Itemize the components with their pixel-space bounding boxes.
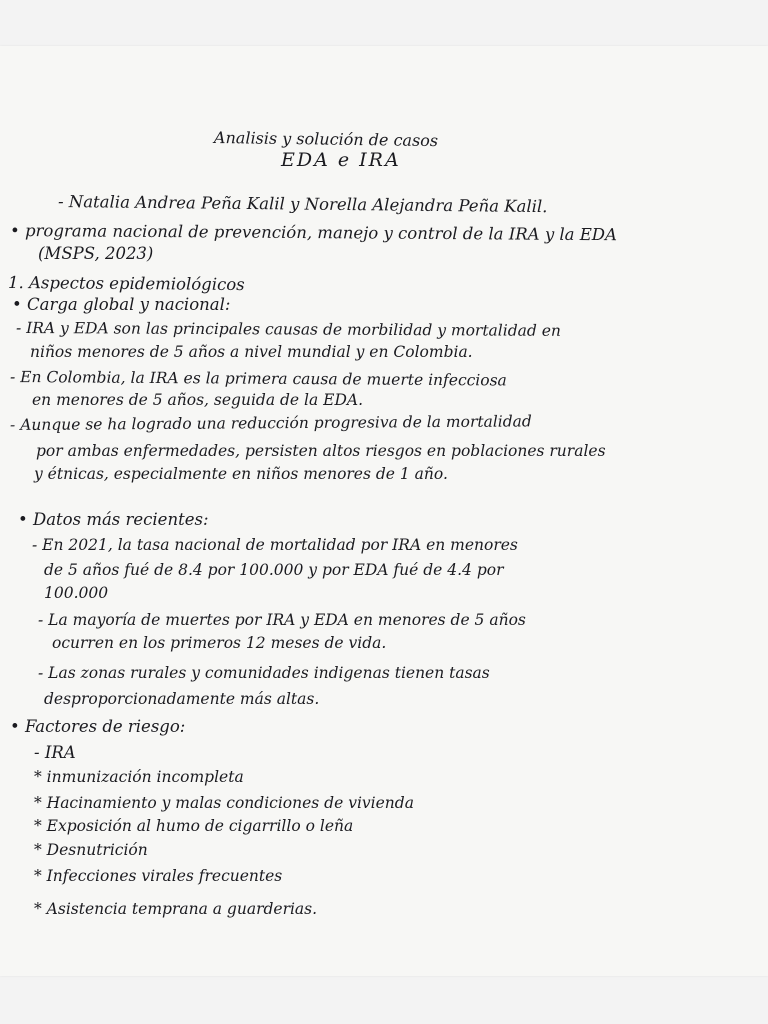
handwritten-line: - En 2021, la tasa nacional de mortalidad por IRA en menores <box>32 536 518 554</box>
handwritten-line: 100.000 <box>44 584 109 602</box>
handwritten-line: por ambas enfermedades, persisten altos riesgos en poblaciones rurales <box>36 442 606 460</box>
handwritten-line: * inmunización incompleta <box>34 768 244 786</box>
handwritten-line: * Asistencia temprana a guarderias. <box>34 900 318 918</box>
handwritten-line: - La mayoría de muertes por IRA y EDA en menores de 5 años <box>38 611 526 629</box>
page-subtitle: EDA e IRA <box>281 149 401 171</box>
handwritten-line: * Hacinamiento y malas condiciones de vivienda <box>34 794 414 812</box>
section-heading: 1. Aspectos epidemiológicos <box>7 273 245 295</box>
handwritten-line: y étnicas, especialmente en niños menores de 1 año. <box>34 465 448 483</box>
handwritten-line: - En Colombia, la IRA es la primera causa de muerte infecciosa <box>9 368 507 390</box>
handwritten-line: * Desnutrición <box>34 841 148 859</box>
handwritten-line: • programa nacional de prevención, manejo y control de la IRA y la EDA <box>9 221 618 245</box>
handwritten-line: - Aunque se ha logrado una reducción progresiva de la mortalidad <box>9 412 532 434</box>
handwritten-line: - IRA y EDA son las principales causas de morbilidad y mortalidad en <box>15 319 561 340</box>
handwritten-line: desproporcionadamente más altas. <box>44 690 320 708</box>
handwritten-line: (MSPS, 2023) <box>38 244 154 263</box>
handwritten-line: de 5 años fué de 8.4 por 100.000 y por EDA fué de 4.4 por <box>44 561 504 579</box>
handwritten-line: ocurren en los primeros 12 meses de vida. <box>52 634 387 652</box>
handwritten-line: * Exposición al humo de cigarrillo o leña <box>34 817 354 835</box>
handwritten-line: - IRA <box>34 743 76 762</box>
authors-line: - Natalia Andrea Peña Kalil y Norella Alejandra Peña Kalil. <box>57 192 548 217</box>
handwritten-line: * Infecciones virales frecuentes <box>34 867 283 885</box>
notebook-page <box>0 46 768 976</box>
section-heading: • Factores de riesgo: <box>10 717 186 736</box>
handwritten-line: en menores de 5 años, seguida de la EDA. <box>32 391 363 409</box>
handwritten-line: • Carga global y nacional: <box>12 295 231 314</box>
section-heading: • Datos más recientes: <box>18 510 209 529</box>
handwritten-line: - Las zonas rurales y comunidades indigenas tienen tasas <box>38 664 490 682</box>
page-title: Analisis y solución de casos <box>213 128 439 151</box>
handwritten-line: niños menores de 5 años a nivel mundial y en Colombia. <box>30 343 473 361</box>
